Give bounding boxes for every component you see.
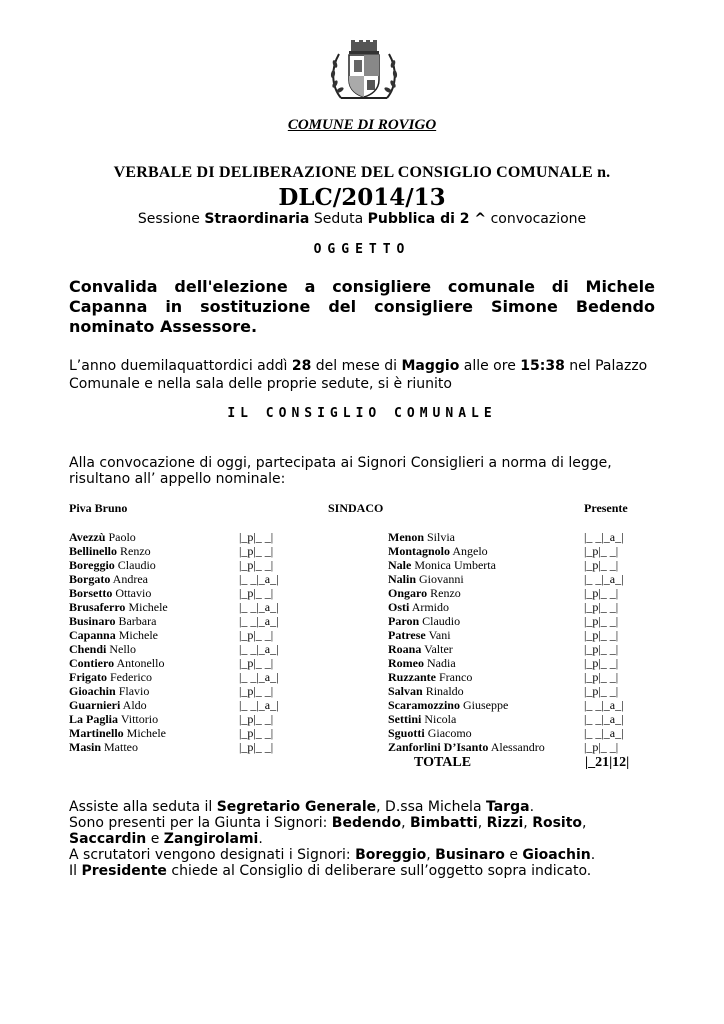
councillor-surname: Businaro: [69, 614, 116, 628]
attendance-mark: |_ _|_a_|: [239, 698, 279, 712]
attendance-mark: |_ _|_a_|: [584, 726, 624, 740]
totale-value: |_21|12|: [585, 755, 630, 770]
councillor-surname: Osti: [388, 600, 410, 614]
councillor-firstname: Vani: [428, 628, 451, 642]
attendance-mark: |_p|_ _|: [239, 656, 274, 670]
councillor-firstname: Rinaldo: [425, 684, 464, 698]
councillor-surname: Avezzù: [69, 530, 106, 544]
councillor-surname: Brusaferro: [69, 600, 126, 614]
convocazione-paragraph: Alla convocazione di oggi, partecipata ai Signori Consiglieri a norma di legge, risultano all’ appello nominale:: [69, 455, 612, 487]
councillor-firstname: Nicola: [424, 712, 457, 726]
councillor-name: [69, 628, 168, 642]
attendance-mark: |_p|_ _|: [239, 726, 274, 740]
councillor-firstname: Claudio: [422, 614, 461, 628]
councillor-surname: Masin: [69, 740, 102, 754]
councillor-firstname: Aldo: [122, 698, 147, 712]
oggetto-heading: OGGETTO: [313, 242, 411, 257]
councillor-firstname: Armido: [411, 600, 450, 614]
attendance-mark: |_ _|_a_|: [239, 614, 279, 628]
councillor-surname: Borgato: [69, 572, 111, 586]
councillor-surname: Zanforlini D’Isanto: [388, 740, 489, 754]
segretario-line: Assiste alla seduta il Segretario Generale, D.ssa Michela Targa.: [69, 799, 535, 815]
councillor-name: [69, 600, 168, 614]
councillor-name: [69, 544, 168, 558]
attendance-mark: |_p|_ _|: [239, 684, 274, 698]
councillor-surname: Salvan: [388, 684, 423, 698]
councillor-name: [69, 642, 168, 656]
presidente-line: Il Presidente chiede al Consiglio di deliberare sull’oggetto sopra indicato.: [69, 863, 592, 879]
councillor-firstname: Federico: [110, 670, 152, 684]
councillor-firstname: Paolo: [108, 530, 136, 544]
councillor-surname: Martinello: [69, 726, 124, 740]
subject-text: [69, 277, 655, 337]
councillor-name: [388, 670, 545, 684]
councillor-surname: Roana: [388, 642, 422, 656]
councillor-name: [69, 670, 168, 684]
attendance-mark: |_p|_ _|: [584, 600, 619, 614]
councillor-name: [69, 614, 168, 628]
attendance-mark: |_p|_ _|: [584, 656, 619, 670]
session-line: Sessione Straordinaria Seduta Pubblica di 2 ^ convocazione: [137, 211, 587, 227]
councillor-firstname: Giuseppe: [462, 698, 509, 712]
attendance-mark: |_ _|_a_|: [239, 572, 279, 586]
councillor-firstname: Ottavio: [115, 586, 152, 600]
councillor-surname: Gioachin: [69, 684, 116, 698]
attendance-mark: |_p|_ _|: [584, 740, 619, 754]
councillor-name: [69, 656, 168, 670]
councillor-name: [69, 698, 168, 712]
verbale-title: VERBALE DI DELIBERAZIONE DEL CONSIGLIO COMUNALE n.: [113, 164, 611, 181]
scrutatori-line: A scrutatori vengono designati i Signori: Boreggio, Businaro e Gioachin.: [69, 847, 596, 863]
councillor-surname: La Paglia: [69, 712, 119, 726]
sindaco-name: Piva Bruno: [69, 501, 128, 515]
councillor-name: [69, 712, 168, 726]
councillor-firstname: Franco: [439, 670, 473, 684]
councillor-name: [69, 558, 168, 572]
councillor-surname: Patrese: [388, 628, 426, 642]
councillor-name: [69, 726, 168, 740]
councillor-name: [69, 684, 168, 698]
councillor-firstname: Antonello: [116, 656, 165, 670]
councillor-firstname: Claudio: [117, 558, 156, 572]
councillor-surname: Borsetto: [69, 586, 113, 600]
anno-paragraph: L’anno duemilaquattordici addì 28 del mese di Maggio alle ore 15:38 nel Palazzo Comunale e nella sala delle proprie sedute, si è riunito: [69, 358, 648, 392]
subject-line: Capanna in sostituzione del consigliere Simone Bedendo: [69, 297, 655, 316]
councillor-name: [69, 740, 168, 754]
attendance-mark: |_ _|_a_|: [584, 698, 624, 712]
councillor-surname: Frigato: [69, 670, 107, 684]
councillor-surname: Contiero: [69, 656, 115, 670]
subject-line: Convalida dell'elezione a consigliere comunale di Michele: [69, 277, 655, 296]
councillor-name: [388, 684, 545, 698]
sindaco-status: Presente: [584, 501, 628, 515]
councillor-surname: Romeo: [388, 656, 424, 670]
attendance-mark: |_p|_ _|: [239, 628, 274, 642]
comune-title: COMUNE DI ROVIGO: [287, 117, 437, 133]
councillor-firstname: Matteo: [104, 740, 139, 754]
left-roll-names: [69, 530, 168, 754]
councillor-name: [388, 586, 545, 600]
attendance-mark: |_p|_ _|: [239, 712, 274, 726]
councillor-firstname: Alessandro: [490, 740, 545, 754]
councillor-name: [388, 712, 545, 726]
attendance-mark: |_p|_ _|: [584, 544, 619, 558]
councillor-name: [388, 642, 545, 656]
councillor-firstname: Nadia: [427, 656, 456, 670]
attendance-mark: |_p|_ _|: [239, 544, 274, 558]
councillor-firstname: Andrea: [112, 572, 148, 586]
attendance-mark: |_p|_ _|: [239, 558, 274, 572]
councillor-name: [69, 530, 168, 544]
sindaco-role: SINDACO: [328, 501, 384, 515]
attendance-mark: |_ _|_a_|: [239, 642, 279, 656]
councillor-firstname: Renzo: [430, 586, 461, 600]
attendance-mark: |_ _|_a_|: [239, 670, 279, 684]
giunta-line: Sono presenti per la Giunta i Signori: Bedendo, Bimbatti, Rizzi, Rosito, Saccardin e Zangirolami.: [69, 815, 587, 847]
closing-paragraph: [69, 799, 659, 879]
attendance-mark: |_p|_ _|: [584, 558, 619, 572]
attendance-mark: |_ _|_a_|: [584, 572, 624, 586]
right-roll-names: [388, 530, 545, 754]
attendance-mark: |_ _|_a_|: [239, 600, 279, 614]
councillor-surname: Chendi: [69, 642, 107, 656]
councillor-surname: Nalin: [388, 572, 417, 586]
subject-line: nominato Assessore.: [69, 317, 258, 336]
deliberation-number: DLC/2014/13: [278, 184, 446, 211]
councillor-firstname: Michele: [126, 726, 166, 740]
councillor-firstname: Flavio: [118, 684, 150, 698]
councillor-surname: Scaramozzino: [388, 698, 460, 712]
councillor-surname: Nale: [388, 558, 412, 572]
councillor-name: [388, 656, 545, 670]
councillor-surname: Settini: [388, 712, 422, 726]
attendance-mark: |_p|_ _|: [239, 586, 274, 600]
councillor-name: [388, 628, 545, 642]
councillor-name: [69, 586, 168, 600]
councillor-firstname: Michele: [118, 628, 159, 642]
right-roll-marks: [584, 530, 624, 754]
councillor-firstname: Monica Umberta: [414, 558, 496, 572]
attendance-mark: |_ _|_a_|: [584, 712, 624, 726]
coat-of-arms-icon: [327, 40, 401, 108]
councillor-surname: Menon: [388, 530, 424, 544]
councillor-name: [388, 544, 545, 558]
councillor-firstname: Vittorio: [120, 712, 159, 726]
councillor-surname: Guarnieri: [69, 698, 121, 712]
attendance-mark: |_p|_ _|: [584, 642, 619, 656]
attendance-mark: |_p|_ _|: [584, 684, 619, 698]
councillor-name: [388, 530, 545, 544]
councillor-firstname: Valter: [424, 642, 453, 656]
councillor-surname: Paron: [388, 614, 420, 628]
attendance-mark: |_p|_ _|: [239, 530, 274, 544]
councillor-firstname: Michele: [128, 600, 168, 614]
totale-label: TOTALE: [414, 755, 472, 770]
councillor-surname: Ongaro: [388, 586, 428, 600]
councillor-firstname: Barbara: [118, 614, 157, 628]
attendance-mark: |_p|_ _|: [584, 586, 619, 600]
councillor-name: [388, 572, 545, 586]
councillor-firstname: Angelo: [452, 544, 488, 558]
councillor-surname: Sguotti: [388, 726, 425, 740]
attendance-mark: |_ _|_a_|: [584, 530, 624, 544]
councillor-surname: Montagnolo: [388, 544, 451, 558]
councillor-surname: Capanna: [69, 628, 116, 642]
councillor-name: [388, 614, 545, 628]
councillor-firstname: Silvia: [427, 530, 456, 544]
left-roll-marks: [239, 530, 279, 754]
attendance-mark: |_p|_ _|: [584, 614, 619, 628]
consiglio-heading: IL CONSIGLIO COMUNALE: [227, 406, 497, 421]
councillor-name: [388, 600, 545, 614]
councillor-name: [388, 558, 545, 572]
councillor-surname: Bellinello: [69, 544, 117, 558]
councillor-surname: Boreggio: [69, 558, 115, 572]
councillor-name: [388, 698, 545, 712]
councillor-firstname: Giacomo: [427, 726, 472, 740]
attendance-mark: |_p|_ _|: [584, 628, 619, 642]
attendance-mark: |_p|_ _|: [584, 670, 619, 684]
councillor-name: [69, 572, 168, 586]
councillor-firstname: Giovanni: [419, 572, 464, 586]
councillor-name: [388, 726, 545, 740]
councillor-surname: Ruzzante: [388, 670, 436, 684]
councillor-firstname: Renzo: [120, 544, 151, 558]
councillor-firstname: Nello: [109, 642, 137, 656]
attendance-mark: |_p|_ _|: [239, 740, 274, 754]
councillor-name: [388, 740, 545, 754]
